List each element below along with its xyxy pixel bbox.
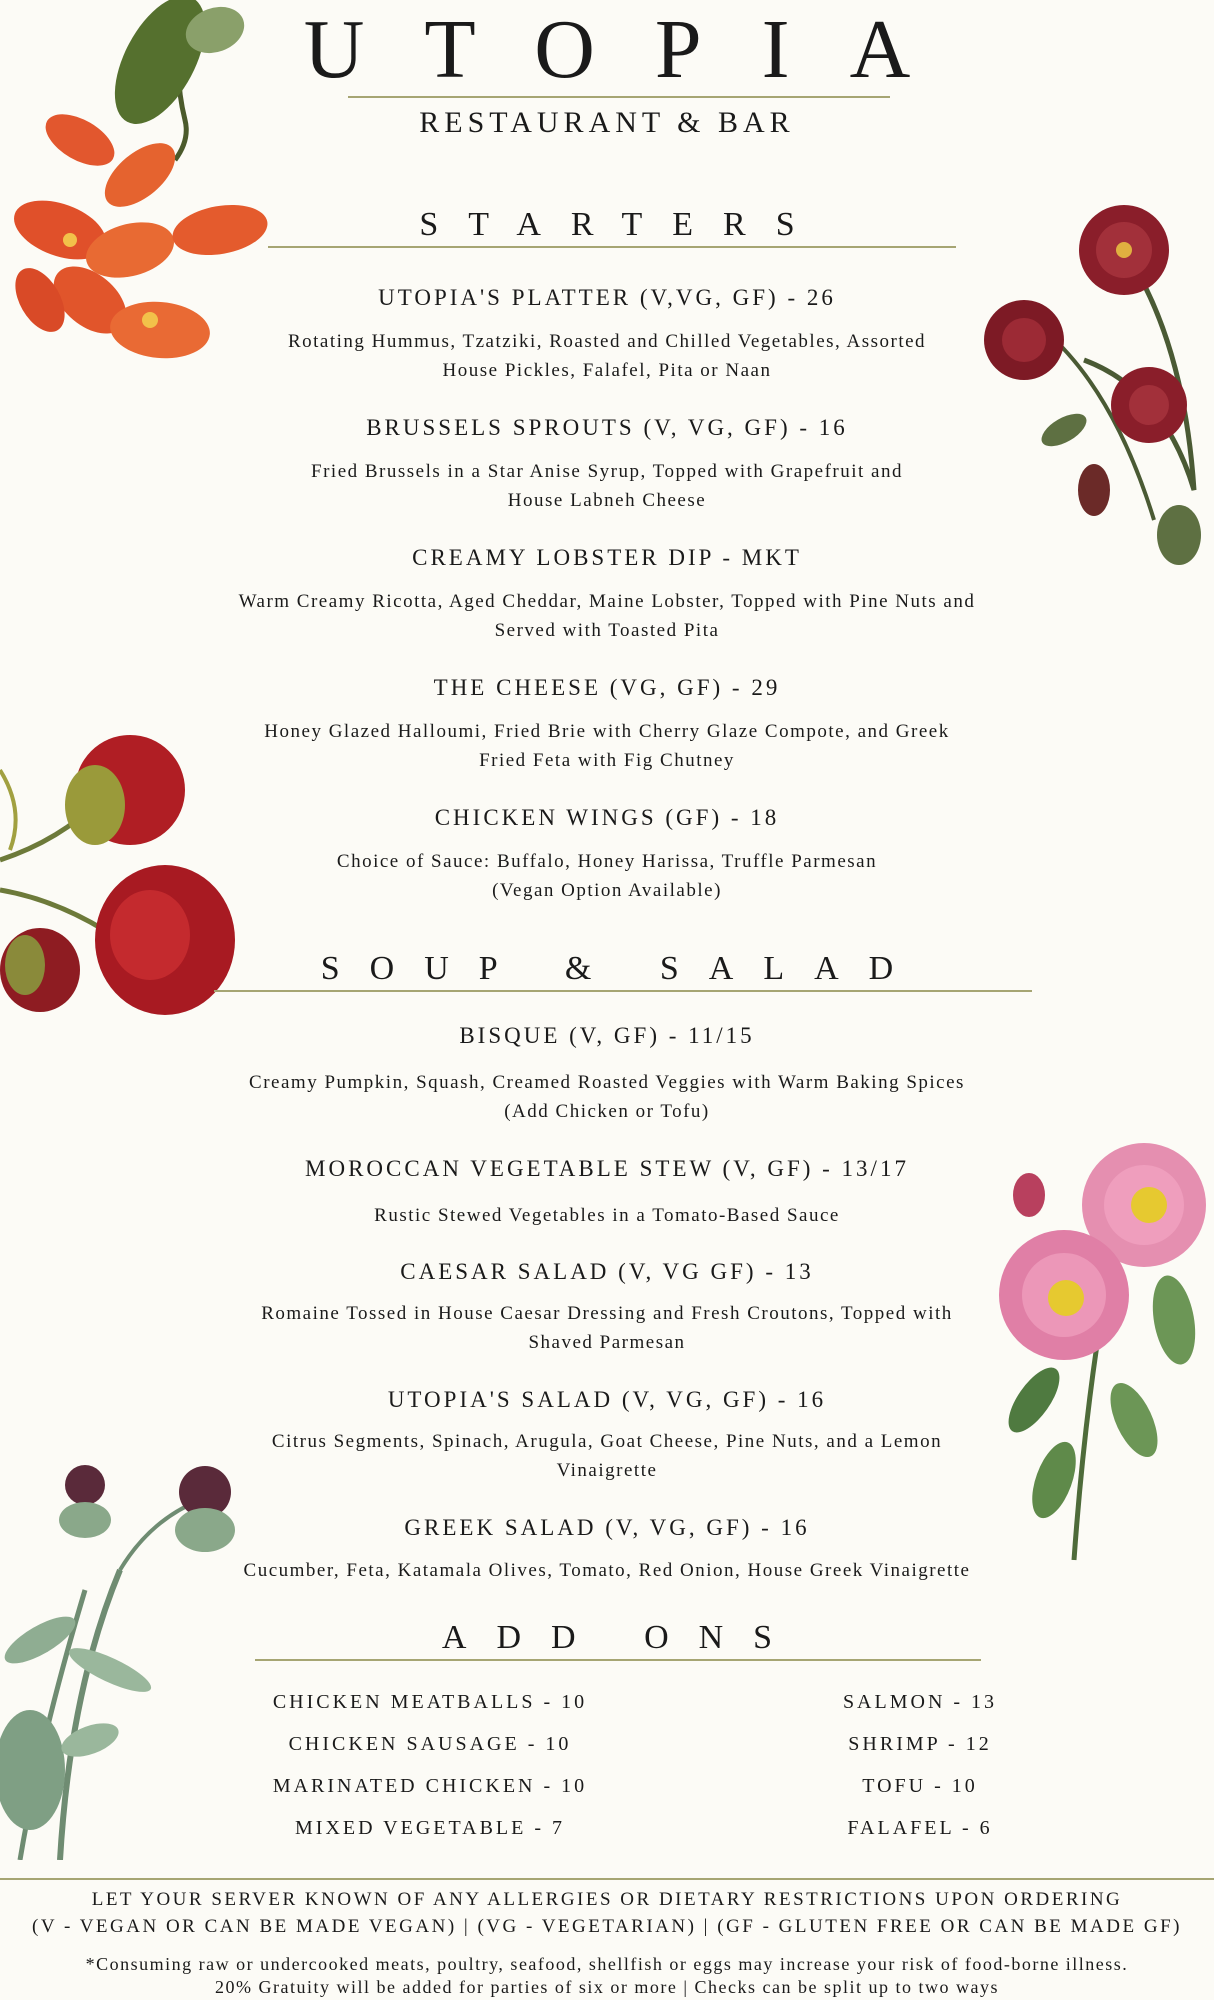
add-on-item: CHICKEN MEATBALLS - 10 [272,1691,588,1713]
menu-item-description: Fried Brussels in a Star Anise Syrup, Topped with Grapefruit and [311,461,903,482]
footer-divider [0,1878,1214,1880]
menu-item-name: THE CHEESE (VG, GF) - 29 [433,675,781,700]
menu-item-description: Romaine Tossed in House Caesar Dressing and Fresh Croutons, Topped with [261,1303,953,1324]
add-on-item: MARINATED CHICKEN - 10 [272,1775,588,1797]
menu-item-name: BISQUE (V, GF) - 11/15 [459,1023,755,1048]
menu-item-description: Served with Toasted Pita [494,620,720,641]
menu-item-name: UTOPIA'S SALAD (V, VG, GF) - 16 [387,1387,827,1412]
menu-item-name: CHICKEN WINGS (GF) - 18 [434,805,780,830]
menu-item-description: Shaved Parmesan [528,1332,686,1353]
add-on-item: MIXED VEGETABLE - 7 [295,1817,565,1839]
menu-item-description: (Vegan Option Available) [492,880,722,901]
add-on-item: SHRIMP - 12 [848,1733,992,1755]
restaurant-title: UTOPIA [303,3,971,96]
menu-item-description: Fried Feta with Fig Chutney [479,750,735,771]
dietary-legend: (V - VEGAN OR CAN BE MADE VEGAN) | (VG - VEGETARIAN) | (GF - GLUTEN FREE OR CAN BE MADE GF) [32,1916,1182,1937]
add-on-item: CHICKEN SAUSAGE - 10 [288,1733,572,1755]
add-on-item: FALAFEL - 6 [847,1817,993,1839]
add-on-item: SALMON - 13 [842,1691,998,1713]
menu-item-name: MOROCCAN VEGETABLE STEW (V, GF) - 13/17 [305,1156,909,1181]
add-on-item: TOFU - 10 [862,1775,978,1797]
section-heading-starters: STARTERS [419,206,825,243]
menu-item-name: CAESAR SALAD (V, VG GF) - 13 [400,1259,814,1284]
restaurant-subtitle: RESTAURANT & BAR [419,106,795,139]
soup-salad-divider [214,990,1032,992]
menu-item-description: Honey Glazed Halloumi, Fried Brie with Cherry Glaze Compote, and Greek [264,721,950,742]
menu-item-description: Choice of Sauce: Buffalo, Honey Harissa, Truffle Parmesan [336,851,878,872]
menu-item-description: Creamy Pumpkin, Squash, Creamed Roasted Veggies with Warm Baking Spices [249,1072,965,1093]
menu-item-description: Rotating Hummus, Tzatziki, Roasted and Chilled Vegetables, Assorted [287,331,927,352]
gratuity-note: 20% Gratuity will be added for parties of six or more | Checks can be split up to two ways [215,1977,999,1997]
food-safety-disclaimer: *Consuming raw or undercooked meats, poultry, seafood, shellfish or eggs may increase your risk of food-borne illness. [85,1954,1129,1974]
menu-item-description: Vinaigrette [556,1460,658,1481]
title-divider [348,96,890,98]
menu-item-description: Rustic Stewed Vegetables in a Tomato-Based Sauce [374,1205,840,1226]
menu-item-name: UTOPIA'S PLATTER (V,VG, GF) - 26 [378,285,836,310]
menu-item-description: Warm Creamy Ricotta, Aged Cheddar, Maine Lobster, Topped with Pine Nuts and [238,591,976,612]
menu-item-description: House Labneh Cheese [507,490,707,511]
section-heading-soup-salad: SOUP & SALAD [320,950,924,987]
menu-item-name: GREEK SALAD (V, VG, GF) - 16 [404,1515,810,1540]
menu-item-description: Citrus Segments, Spinach, Arugula, Goat Cheese, Pine Nuts, and a Lemon [271,1431,943,1452]
menu-item-description: (Add Chicken or Tofu) [504,1101,710,1122]
menu-item-name: BRUSSELS SPROUTS (V, VG, GF) - 16 [366,415,848,440]
add-ons-divider [255,1659,981,1661]
menu-item-description: Cucumber, Feta, Katamala Olives, Tomato, Red Onion, House Greek Vinaigrette [243,1560,971,1581]
menu-item-description: House Pickles, Falafel, Pita or Naan [442,360,772,381]
section-heading-add-ons: ADD ONS [441,1619,803,1656]
menu-item-name: CREAMY LOBSTER DIP - MKT [412,545,802,570]
starters-divider [268,246,956,248]
allergy-notice: LET YOUR SERVER KNOWN OF ANY ALLERGIES OR DIETARY RESTRICTIONS UPON ORDERING [91,1889,1123,1910]
